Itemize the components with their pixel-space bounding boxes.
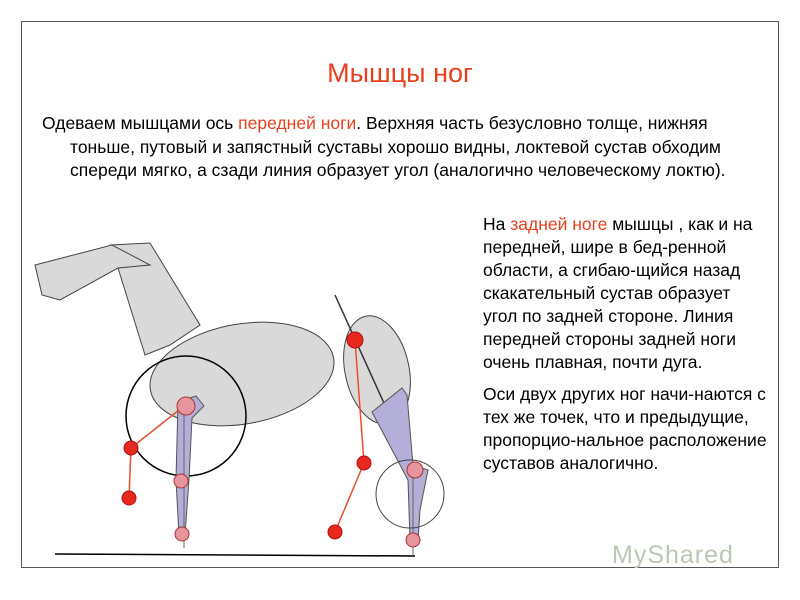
hind-leg-highlight: задней ноге [510,214,608,234]
watermark-logo: MyShared [612,541,734,569]
front-shoulder-joint [177,397,195,415]
intro-highlight-front-leg: передней ноги [238,113,357,133]
intro-text-end: . Верхняя часть безусловно толще, нижняя тоньше, путовый и запястный суставы хорошо видны, локтевой сустав обходим спереди мягко, а сзади линия образует угол (аналогично человеческому локтю). [70,113,726,180]
front-fetlock-joint [175,527,189,541]
front-knee-joint [174,474,188,488]
hind-leg-text-end: мышцы , как и на передней, шире в бед-ренной области, а сгибаю-щийся назад скакательный сустав образует угол по задней стороне. Линия передней стороны задней ноги очень плавная, почти дуга. [483,214,753,372]
hind-hock-joint [407,462,423,478]
ground-line [55,554,415,556]
hind-fetlock-joint [406,533,420,547]
other-hind-stifle-joint [357,456,371,470]
other-front-knee-joint [122,491,136,505]
intro-text-start: Одеваем мышцами ось [42,113,239,133]
hind-leg-text-start: На [483,214,511,234]
other-front-elbow-joint [124,441,138,455]
other-hind-hock-joint [328,525,342,539]
slide-title: Мышцы ног [327,58,473,88]
other-legs-paragraph: Оси двух других ног начи-наются с тех же точек, что и предыдущие, пропорцио-нальное расположение суставов аналогично. [483,384,767,473]
other-hind-hip-joint [347,332,363,348]
